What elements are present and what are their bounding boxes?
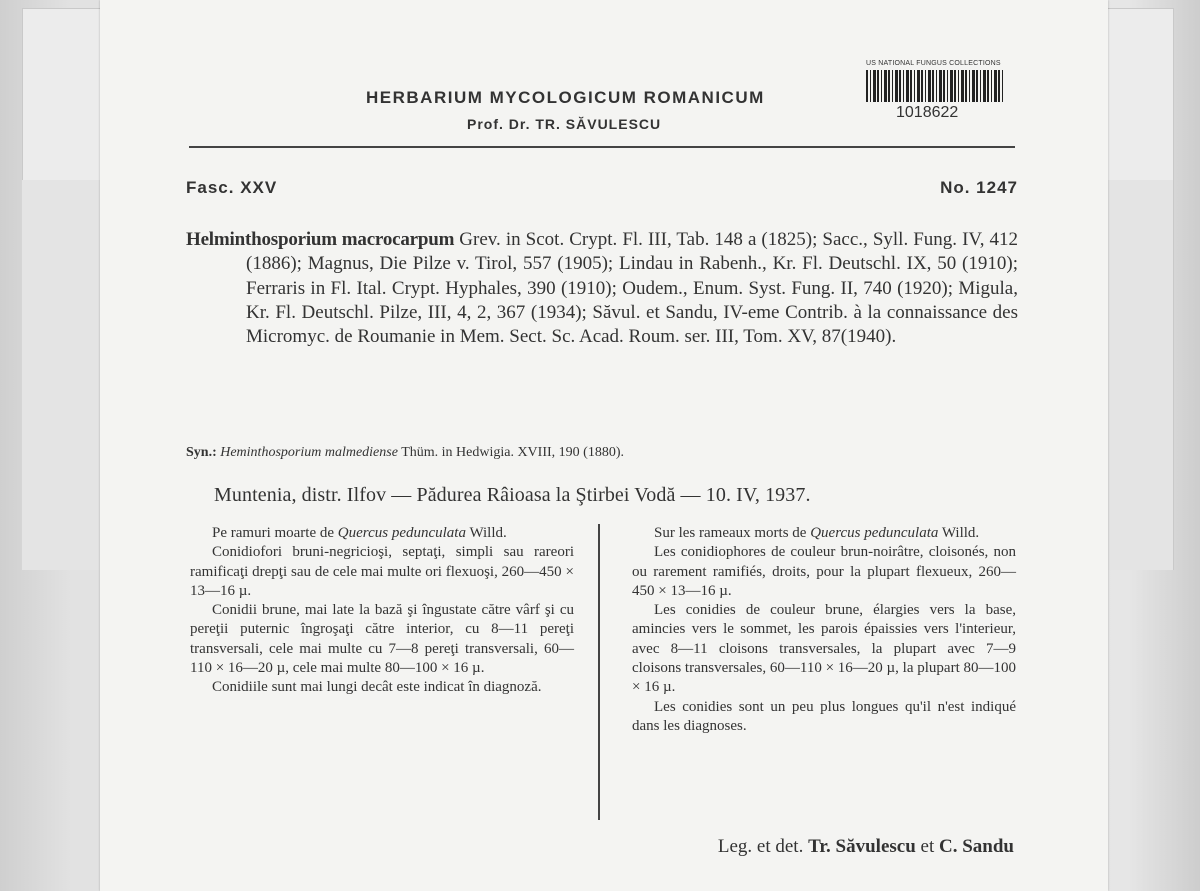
- collector-name-2: C. Sandu: [939, 836, 1014, 857]
- fr-host-name: Quercus pedunculata: [810, 525, 939, 541]
- collection-locality: Muntenia, distr. Ilfov — Pădurea Râioasa la Ştirbei Vodă — 10. IV, 1937.: [214, 484, 811, 506]
- fr-paragraph-4: Les conidies sont un peu plus longues qu'il n'est indiqué dans les diagnoses.: [632, 698, 1016, 734]
- ro-host-prefix: Pe ramuri moarte de: [212, 525, 335, 541]
- ro-paragraph-2: Conidiofori bruni-negricioşi, septaţi, simpli sau rareori ramificaţi drepţi sau de cele mai multe ori flexuoşi, 260—450 × 13—16 µ.: [190, 544, 574, 599]
- ro-paragraph-4: Conidiile sunt mai lungi decât este indicat în diagnoză.: [212, 679, 542, 696]
- fascicle-number: Fasc. XXV: [186, 178, 278, 197]
- collector-prefix: Leg. et det.: [717, 836, 804, 857]
- envelope-flap-left: [22, 180, 103, 570]
- collector-joiner: et: [920, 836, 935, 857]
- herbarium-director: Prof. Dr. TR. SĂVULESCU: [467, 116, 662, 132]
- ro-paragraph-3: Conidii brune, mai late la bază şi îngustate către vârf şi cu pereţii puternic îngroşaţi către interior, cu 8—11 pereţi transversali, cele mai multe cu 7—8 pereţi transversali, 60—110 × 16—20 µ, cele mai multe 80—100 × 16 µ.: [190, 602, 574, 677]
- description-romanian: [190, 524, 574, 698]
- ro-host-name: Quercus pedunculata: [337, 525, 466, 541]
- synonym-line: [186, 445, 1018, 461]
- collector-name-1: Tr. Săvulescu: [808, 836, 916, 857]
- fr-host-author: Willd.: [941, 525, 980, 541]
- ro-host-author: Willd.: [469, 525, 507, 541]
- header-rule: [189, 146, 1015, 148]
- synonym-name: Heminthosporium malmediense: [220, 445, 398, 460]
- species-name: Helminthosporium macrocarpum: [186, 229, 455, 250]
- fr-paragraph-2: Les conidiophores de couleur brun-noirâtre, cloisonés, non ou rarement ramifiés, droits, pour la plupart flexueux, 260—450 × 13—16 µ.: [632, 544, 1016, 599]
- fr-host-prefix: Sur les rameaux morts de: [654, 525, 807, 541]
- species-citation: [186, 228, 1018, 349]
- barcode-icon: [866, 70, 1004, 102]
- synonym-label: Syn.:: [186, 445, 217, 460]
- specimen-number: No. 1247: [940, 178, 1018, 197]
- synonym-text: Thüm. in Hedwigia. XVIII, 190 (1880).: [401, 445, 624, 460]
- description-french: [632, 524, 1016, 736]
- collector-line: [718, 836, 1014, 858]
- barcode-number: 1018622: [896, 104, 959, 121]
- column-divider: [598, 524, 600, 820]
- fr-paragraph-3: Les conidies de couleur brune, élargies vers la base, amincies vers le sommet, les parois épaissies vers l'interieur, avec 8—11 cloisons transversales, la plupart avec 7—9 cloisons transversales, 60—110 × 16—20 µ, la plupart 80—100 × 16 µ.: [632, 602, 1016, 696]
- barcode-caption: US NATIONAL FUNGUS COLLECTIONS: [866, 60, 1001, 67]
- fr-paragraph-1: [632, 524, 1016, 543]
- barcode-label: [866, 60, 1008, 122]
- herbarium-title: HERBARIUM MYCOLOGICUM ROMANICUM: [366, 88, 765, 107]
- ro-paragraph-1: [190, 524, 574, 543]
- envelope-flap-right: [1105, 180, 1173, 570]
- citation-text: Grev. in Scot. Crypt. Fl. III, Tab. 148 a (1825); Sacc., Syll. Fung. IV, 412 (1886); Magnus, Die Pilze v. Tirol, 557 (1905); Lindau in Rabenh., Kr. Fl. Deutschl. IX, 50 (1910); Ferraris in Fl. Ital. Crypt. Hyphales, 390 (1910); Oudem., Enum. Syst. Fung. II, 740 (1920); Migula, Kr. Fl. Deutschl. Pilze, III, 4, 2, 367 (1934); Săvul. et Sandu, IV-eme Contrib. à la connaissance des Micromyc. de Roumanie in Mem. Sect. Sc. Acad. Roum. ser. III, Tom. XV, 87(1940).: [246, 229, 1018, 348]
- specimen-label: [100, 0, 1108, 891]
